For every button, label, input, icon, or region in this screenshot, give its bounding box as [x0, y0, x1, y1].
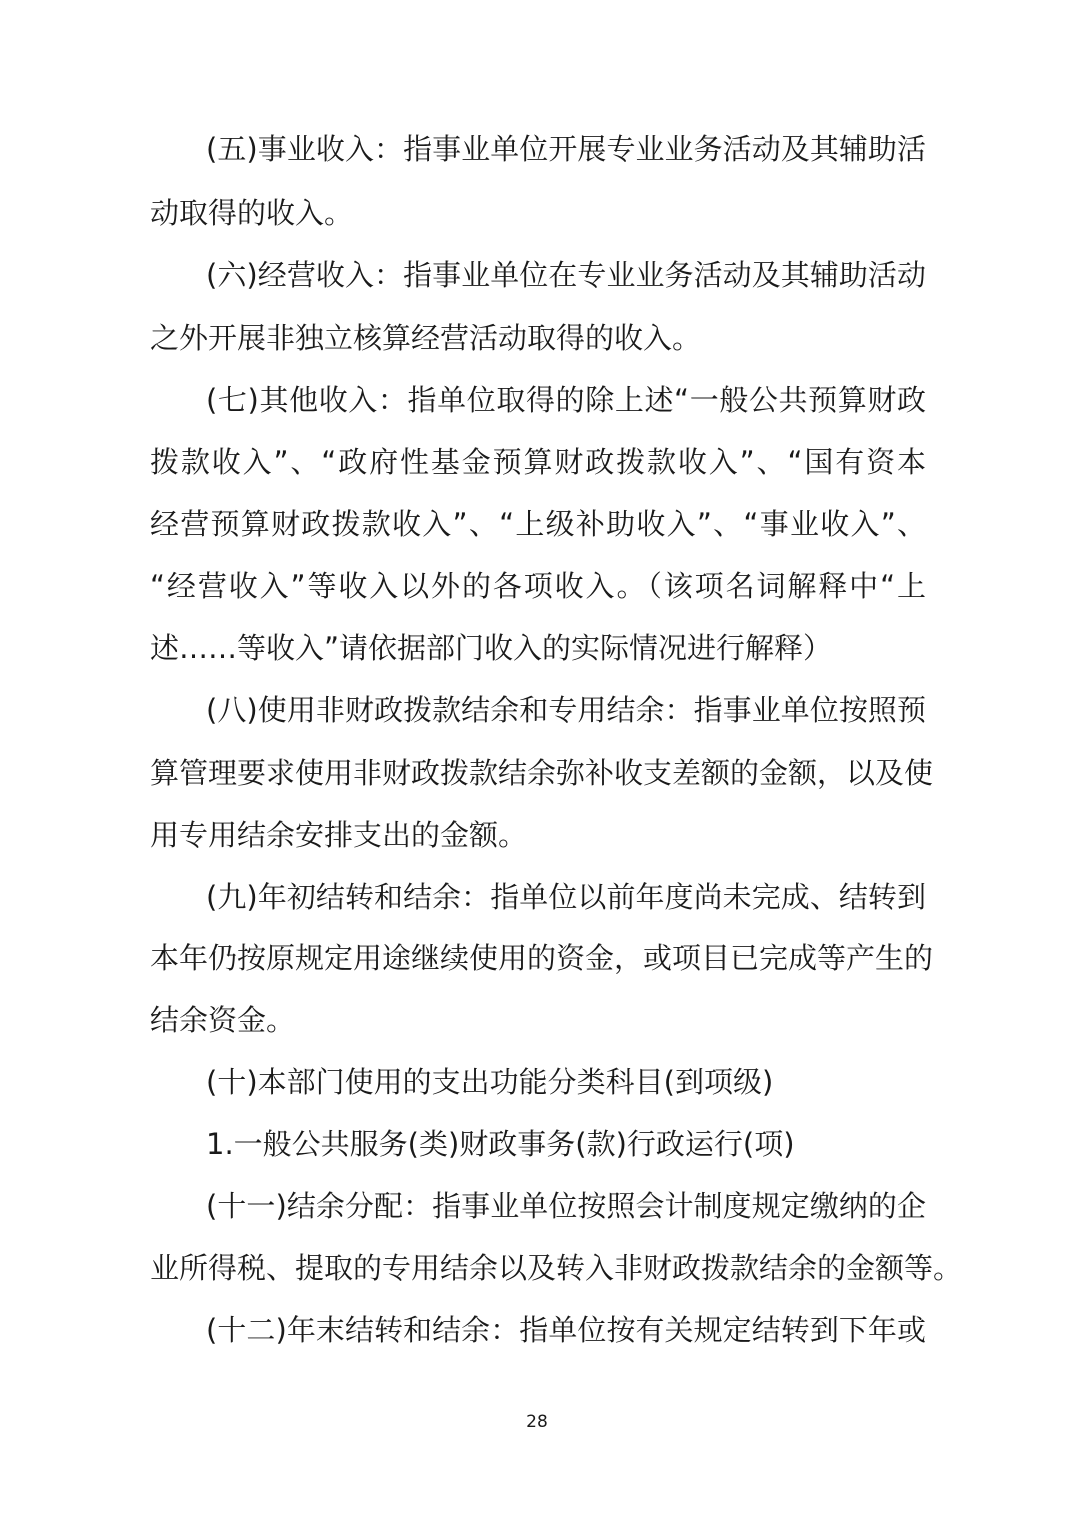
paragraph-line: 业所得税、提取的专用结余以及转入非财政拨款结余的金额等。: [150, 1251, 963, 1285]
paragraph-line: 算管理要求使用非财政拨款结余弥补收支差额的金额，以及使: [150, 756, 934, 790]
subsection-item: 1.一般公共服务(类)财政事务(款)行政运行(项): [206, 1127, 795, 1161]
paragraph-line: (五)事业收入：指事业单位开展专业业务活动及其辅助活: [206, 132, 926, 166]
paragraph-line: 经营预算财政拨款收入”、“上级补助收入”、“事业收入”、: [150, 507, 926, 541]
paragraph-line: 之外开展非独立核算经营活动取得的收入。: [150, 321, 702, 355]
paragraph-line: (七)其他收入：指单位取得的除上述“一般公共预算财政: [206, 383, 926, 417]
paragraph-line: 结余资金。: [150, 1003, 296, 1037]
paragraph-line: (八)使用非财政拨款结余和专用结余：指事业单位按照预: [206, 693, 926, 727]
paragraph-line: 用专用结余安排支出的金额。: [150, 818, 528, 852]
paragraph-line: (十二)年末结转和结余：指单位按有关规定结转到下年或: [206, 1313, 926, 1347]
paragraph-line: “经营收入”等收入以外的各项收入。（该项名词解释中“上: [150, 569, 926, 603]
paragraph-line: (九)年初结转和结余：指单位以前年度尚未完成、结转到: [206, 880, 926, 914]
paragraph-line: 述……等收入”请依据部门收入的实际情况进行解释）: [150, 631, 833, 665]
paragraph-line: 拨款收入”、“政府性基金预算财政拨款收入”、“国有资本: [150, 445, 926, 479]
paragraph-line: (六)经营收入：指事业单位在专业业务活动及其辅助活动: [206, 258, 926, 292]
paragraph-line: (十一)结余分配：指事业单位按照会计制度规定缴纳的企: [206, 1189, 926, 1223]
page-number: 28: [526, 1412, 548, 1432]
section-heading: (十)本部门使用的支出功能分类科目(到项级): [206, 1065, 774, 1099]
paragraph-line: 动取得的收入。: [150, 196, 354, 230]
paragraph-line: 本年仍按原规定用途继续使用的资金，或项目已完成等产生的: [150, 941, 934, 975]
